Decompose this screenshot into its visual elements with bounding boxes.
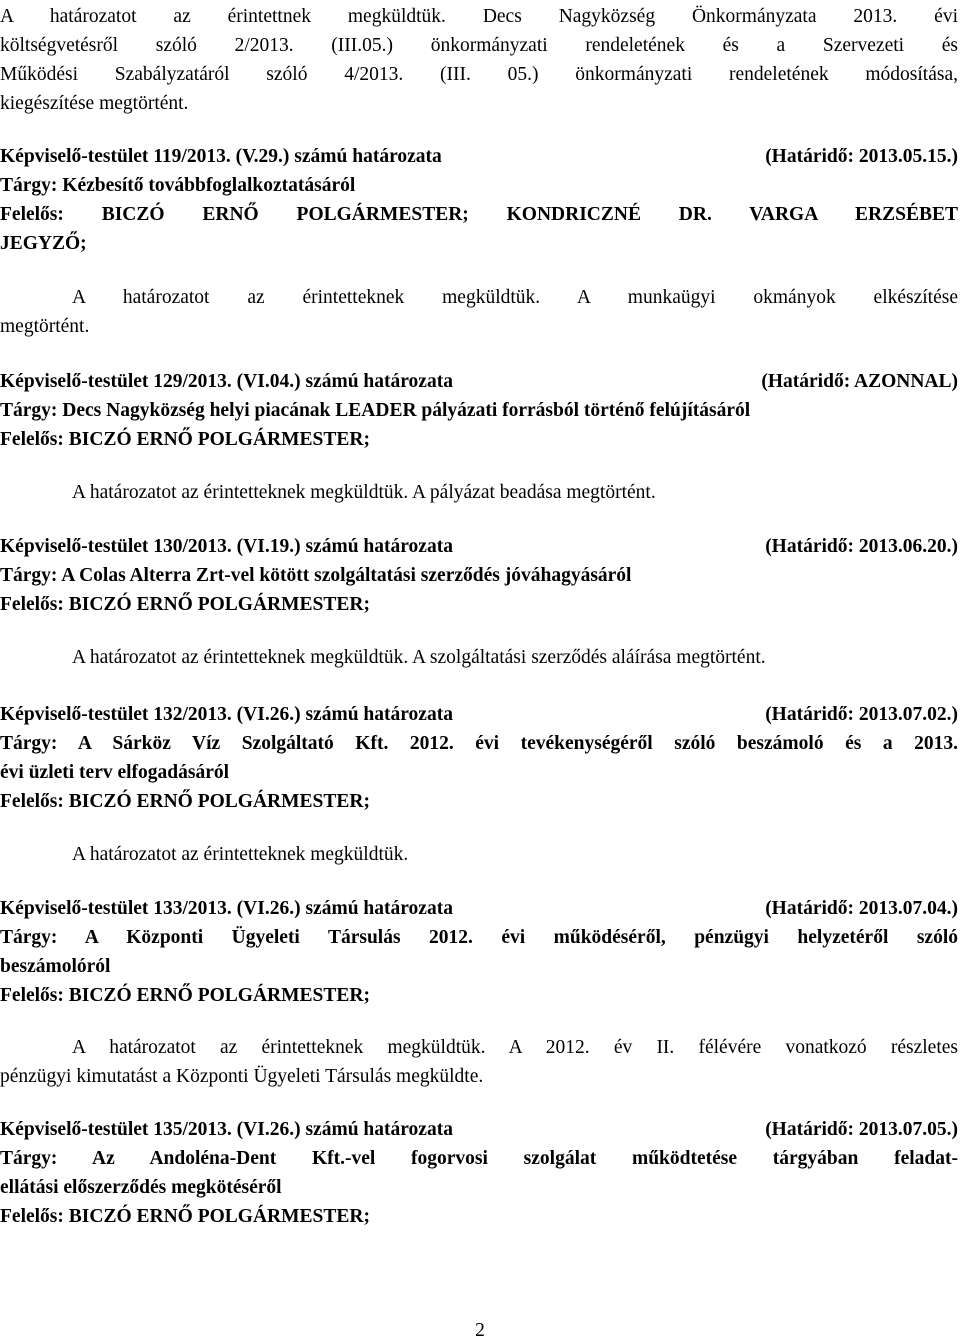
decision-heading-row	[0, 700, 958, 729]
decision-deadline: (Határidő: 2013.07.05.)	[765, 1119, 958, 1140]
decision-subject: Tárgy: Decs Nagyközség helyi piacának LEADER pályázati forrásból történő felújításáról	[0, 400, 751, 421]
decision-subject: évi üzleti terv elfogadásáról	[0, 762, 230, 783]
decision-responsible: Felelős: BICZÓ ERNŐ POLGÁRMESTER;	[0, 1206, 370, 1227]
decision-responsible: Felelős: BICZÓ ERNŐ POLGÁRMESTER;	[0, 791, 370, 812]
decision-heading-row	[0, 532, 958, 561]
decision-heading: Képviselő-testület 135/2013. (VI.26.) számú határozata	[0, 1119, 453, 1140]
decision-result: A határozatot az érintetteknek megküldtük. A 2012. év II. félévére vonatkozó részletes	[72, 1037, 958, 1058]
decision-result: megtörtént.	[0, 316, 90, 337]
page-number: 2	[475, 1320, 485, 1341]
decision-deadline: (Határidő: 2013.06.20.)	[765, 536, 958, 557]
intro-line: Működési Szabályzatáról szóló 4/2013. (III. 05.) önkormányzati rendeletének módosítása,	[0, 64, 958, 85]
decision-subject: Tárgy: Kézbesítő továbbfoglalkoztatásáról	[0, 175, 356, 196]
decision-deadline: (Határidő: 2013.07.04.)	[765, 898, 958, 919]
decision-subject: Tárgy: A Sárköz Víz Szolgáltató Kft. 2012. évi tevékenységéről szóló beszámoló és a 2013.	[0, 733, 958, 754]
decision-subject: Tárgy: Az Andoléna-Dent Kft.-vel fogorvosi szolgálat működtetése tárgyában feladat-	[0, 1148, 958, 1169]
decision-subject: Tárgy: A Központi Ügyeleti Társulás 2012. évi működéséről, pénzügyi helyzetéről szóló	[0, 927, 958, 948]
intro-line: A határozatot az érintettnek megküldtük. Decs Nagyközség Önkormányzata 2013. évi	[0, 6, 958, 27]
decision-result: A határozatot az érintetteknek megküldtük.	[72, 844, 409, 865]
decision-heading-row	[0, 894, 958, 923]
decision-subject: beszámolóról	[0, 956, 111, 977]
decision-subject: Tárgy: A Colas Alterra Zrt-vel kötött szolgáltatási szerződés jóváhagyásáról	[0, 565, 632, 586]
intro-line: költségvetésről szóló 2/2013. (III.05.) önkormányzati rendeletének és a Szervezeti és	[0, 35, 958, 56]
decision-heading: Képviselő-testület 129/2013. (VI.04.) számú határozata	[0, 371, 453, 392]
decision-result: A határozatot az érintetteknek megküldtük. A munkaügyi okmányok elkészítése	[72, 287, 958, 308]
intro-line: kiegészítése megtörtént.	[0, 93, 189, 114]
decision-heading: Képviselő-testület 133/2013. (VI.26.) számú határozata	[0, 898, 453, 919]
decision-result: A határozatot az érintetteknek megküldtük. A pályázat beadása megtörtént.	[72, 482, 656, 503]
decision-result: pénzügyi kimutatást a Központi Ügyeleti Társulás megküldte.	[0, 1066, 484, 1087]
decision-result: A határozatot az érintetteknek megküldtük. A szolgáltatási szerződés aláírása megtörtént.	[72, 647, 766, 668]
decision-responsible: Felelős: BICZÓ ERNŐ POLGÁRMESTER;	[0, 594, 370, 615]
decision-deadline: (Határidő: AZONNAL)	[761, 371, 958, 392]
decision-deadline: (Határidő: 2013.07.02.)	[765, 704, 958, 725]
decision-responsible: Felelős: BICZÓ ERNŐ POLGÁRMESTER;	[0, 429, 370, 450]
decision-subject: ellátási előszerződés megkötéséről	[0, 1177, 282, 1198]
decision-heading: Képviselő-testület 119/2013. (V.29.) számú határozata	[0, 146, 442, 167]
decision-heading: Képviselő-testület 132/2013. (VI.26.) számú határozata	[0, 704, 453, 725]
decision-deadline: (Határidő: 2013.05.15.)	[765, 146, 958, 167]
decision-heading-row	[0, 1115, 958, 1144]
decision-heading-row	[0, 142, 958, 171]
decision-responsible: Felelős: BICZÓ ERNŐ POLGÁRMESTER; KONDRICZNÉ DR. VARGA ERZSÉBET	[0, 204, 958, 225]
decision-responsible: Felelős: BICZÓ ERNŐ POLGÁRMESTER;	[0, 985, 370, 1006]
decision-heading: Képviselő-testület 130/2013. (VI.19.) számú határozata	[0, 536, 453, 557]
decision-heading-row	[0, 367, 958, 396]
decision-responsible: JEGYZŐ;	[0, 233, 87, 254]
